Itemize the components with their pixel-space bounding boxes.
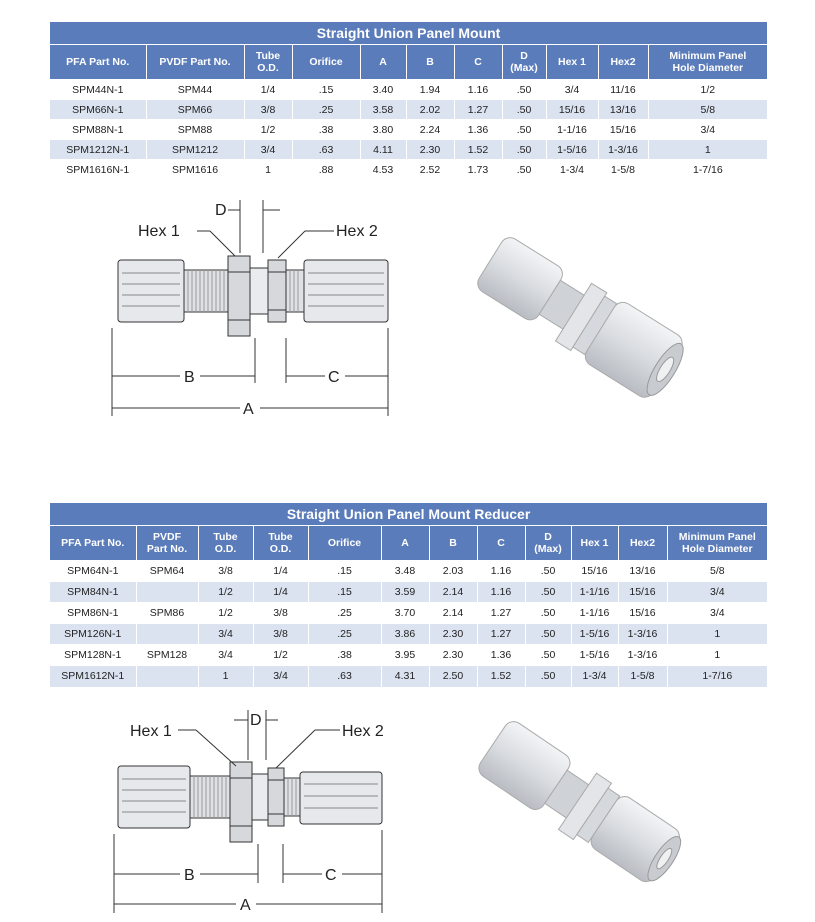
table-cell: .50 bbox=[502, 120, 546, 140]
table-cell: SPM86 bbox=[136, 603, 198, 624]
column-header: B bbox=[429, 526, 477, 561]
table-cell bbox=[136, 582, 198, 603]
table-cell: 3/4 bbox=[667, 603, 767, 624]
table-cell: SPM88 bbox=[146, 120, 244, 140]
table-cell: .50 bbox=[525, 561, 571, 582]
column-header: Hex2 bbox=[618, 526, 667, 561]
table-cell: 15/16 bbox=[546, 100, 598, 120]
column-header: Hex 1 bbox=[546, 45, 598, 80]
table-row bbox=[50, 120, 767, 140]
dimension-label-d: D bbox=[215, 202, 227, 219]
table-cell: 1.52 bbox=[477, 666, 525, 687]
table-cell: 3.70 bbox=[381, 603, 429, 624]
table-cell bbox=[136, 624, 198, 645]
table-cell: SPM1616 bbox=[146, 160, 244, 180]
table-row bbox=[50, 561, 767, 582]
table-cell: .38 bbox=[308, 645, 381, 666]
table-row bbox=[50, 140, 767, 160]
table-cell: 3/4 bbox=[198, 645, 253, 666]
table-row bbox=[50, 645, 767, 666]
table-cell: 1.94 bbox=[406, 80, 454, 100]
dimension-label-a: A bbox=[240, 897, 251, 914]
column-header: C bbox=[477, 526, 525, 561]
table-cell: 3.95 bbox=[381, 645, 429, 666]
table-cell: 1-5/8 bbox=[618, 666, 667, 687]
table-row bbox=[50, 100, 767, 120]
table-cell: 1/2 bbox=[253, 645, 308, 666]
table-cell: 1/4 bbox=[253, 582, 308, 603]
column-header: PVDF Part No. bbox=[146, 45, 244, 80]
table-body bbox=[50, 561, 767, 687]
table-cell: 13/16 bbox=[598, 100, 648, 120]
table-cell: 1 bbox=[667, 624, 767, 645]
table-cell: SPM126N-1 bbox=[50, 624, 136, 645]
table-cell: 3/8 bbox=[253, 624, 308, 645]
table-cell: 2.24 bbox=[406, 120, 454, 140]
spec-table-straight-union-reducer bbox=[50, 503, 767, 687]
table-cell: 1.27 bbox=[454, 100, 502, 120]
table-cell: 1.52 bbox=[454, 140, 502, 160]
table-cell: 1-1/16 bbox=[571, 582, 618, 603]
table-cell: .50 bbox=[502, 160, 546, 180]
table-cell: 3/4 bbox=[198, 624, 253, 645]
table-cell: 2.30 bbox=[429, 645, 477, 666]
table-cell: 2.30 bbox=[429, 624, 477, 645]
dimension-label-a: A bbox=[243, 401, 254, 418]
table-cell: 1-3/16 bbox=[598, 140, 648, 160]
table-cell: 3.80 bbox=[360, 120, 406, 140]
table-cell: 1-3/16 bbox=[618, 645, 667, 666]
table-cell: 1 bbox=[667, 645, 767, 666]
column-header: D (Max) bbox=[502, 45, 546, 80]
table-cell: SPM88N-1 bbox=[50, 120, 146, 140]
table-cell: .63 bbox=[308, 666, 381, 687]
table-cell: .50 bbox=[525, 666, 571, 687]
table-cell: SPM44 bbox=[146, 80, 244, 100]
table-cell: 1.36 bbox=[454, 120, 502, 140]
table-cell: SPM64 bbox=[136, 561, 198, 582]
table-row bbox=[50, 80, 767, 100]
table-cell: SPM66N-1 bbox=[50, 100, 146, 120]
hex2-label: Hex 2 bbox=[336, 223, 378, 240]
table-cell: SPM128 bbox=[136, 645, 198, 666]
table-row bbox=[50, 603, 767, 624]
hex1-label: Hex 1 bbox=[138, 223, 180, 240]
table-cell: 2.30 bbox=[406, 140, 454, 160]
table-cell: .25 bbox=[308, 603, 381, 624]
table-cell: 1-1/16 bbox=[571, 603, 618, 624]
table-cell: .50 bbox=[502, 140, 546, 160]
table-cell: 3.48 bbox=[381, 561, 429, 582]
table-cell: 13/16 bbox=[618, 561, 667, 582]
table-cell: 1-3/4 bbox=[571, 666, 618, 687]
column-header: Tube O.D. bbox=[244, 45, 292, 80]
table-title: Straight Union Panel Mount bbox=[50, 22, 767, 45]
column-header: PFA Part No. bbox=[50, 45, 146, 80]
table-cell: 2.14 bbox=[429, 603, 477, 624]
column-header: C bbox=[454, 45, 502, 80]
table-cell: 2.52 bbox=[406, 160, 454, 180]
table-cell: .25 bbox=[308, 624, 381, 645]
table-cell: SPM1212N-1 bbox=[50, 140, 146, 160]
table-cell: 4.31 bbox=[381, 666, 429, 687]
table-cell: .50 bbox=[525, 582, 571, 603]
table-cell: SPM66 bbox=[146, 100, 244, 120]
table-cell: 1-7/16 bbox=[648, 160, 767, 180]
table-cell: .50 bbox=[525, 603, 571, 624]
table-cell: 3/8 bbox=[198, 561, 253, 582]
table-cell: 1/2 bbox=[198, 582, 253, 603]
table-cell: 1/2 bbox=[198, 603, 253, 624]
column-header: Hex 1 bbox=[571, 526, 618, 561]
table-cell: 1/2 bbox=[648, 80, 767, 100]
table-cell: 1.36 bbox=[477, 645, 525, 666]
dimension-label-c: C bbox=[325, 867, 337, 884]
table-cell: .25 bbox=[292, 100, 360, 120]
product-photo-straight-union-reducer bbox=[465, 715, 695, 890]
table-cell: .15 bbox=[292, 80, 360, 100]
table-row bbox=[50, 582, 767, 603]
table-cell: 3.58 bbox=[360, 100, 406, 120]
column-header: A bbox=[360, 45, 406, 80]
table-cell: 5/8 bbox=[667, 561, 767, 582]
table-cell: .15 bbox=[308, 561, 381, 582]
column-header: Tube O.D. bbox=[198, 526, 253, 561]
table-cell: 1.73 bbox=[454, 160, 502, 180]
table-cell: SPM84N-1 bbox=[50, 582, 136, 603]
table-cell: 1.16 bbox=[477, 582, 525, 603]
table-cell: 5/8 bbox=[648, 100, 767, 120]
table-cell: 4.53 bbox=[360, 160, 406, 180]
table-cell: .63 bbox=[292, 140, 360, 160]
table-cell: .50 bbox=[502, 100, 546, 120]
table-cell: 1 bbox=[198, 666, 253, 687]
table-cell: 1.27 bbox=[477, 624, 525, 645]
table-cell: 15/16 bbox=[618, 582, 667, 603]
table-row bbox=[50, 624, 767, 645]
column-header: Hex2 bbox=[598, 45, 648, 80]
table-cell: 1/2 bbox=[244, 120, 292, 140]
hex1-label: Hex 1 bbox=[130, 723, 172, 740]
table-cell: 3.86 bbox=[381, 624, 429, 645]
table-cell: .38 bbox=[292, 120, 360, 140]
column-header: Tube O.D. bbox=[253, 526, 308, 561]
table-cell: SPM1212 bbox=[146, 140, 244, 160]
table-title: Straight Union Panel Mount Reducer bbox=[50, 503, 767, 526]
dimension-label-c: C bbox=[328, 369, 340, 386]
table-cell: SPM64N-1 bbox=[50, 561, 136, 582]
table-cell: 3/4 bbox=[667, 582, 767, 603]
table-cell bbox=[136, 666, 198, 687]
table-cell: 1-5/16 bbox=[546, 140, 598, 160]
table-cell: 1-7/16 bbox=[667, 666, 767, 687]
dimension-label-b: B bbox=[184, 369, 195, 386]
table-cell: 1-5/8 bbox=[598, 160, 648, 180]
product-photo-straight-union bbox=[465, 230, 695, 400]
table-cell: .15 bbox=[308, 582, 381, 603]
table-cell: 1/4 bbox=[244, 80, 292, 100]
table-cell: SPM1612N-1 bbox=[50, 666, 136, 687]
table-cell: 1-5/16 bbox=[571, 645, 618, 666]
table-cell: 1-1/16 bbox=[546, 120, 598, 140]
column-header: Orifice bbox=[308, 526, 381, 561]
column-header: Minimum Panel Hole Diameter bbox=[667, 526, 767, 561]
table-cell: 1.16 bbox=[477, 561, 525, 582]
table-cell: 1.16 bbox=[454, 80, 502, 100]
table-cell: SPM128N-1 bbox=[50, 645, 136, 666]
table-cell: .50 bbox=[525, 624, 571, 645]
table-cell: 3.40 bbox=[360, 80, 406, 100]
spec-table-straight-union bbox=[50, 22, 767, 180]
table-cell: 15/16 bbox=[598, 120, 648, 140]
table-cell: 3.59 bbox=[381, 582, 429, 603]
hex2-label: Hex 2 bbox=[342, 723, 384, 740]
table-cell: 2.14 bbox=[429, 582, 477, 603]
table-cell: 1.27 bbox=[477, 603, 525, 624]
table-row bbox=[50, 160, 767, 180]
table-cell: 1-3/16 bbox=[618, 624, 667, 645]
table-cell: .88 bbox=[292, 160, 360, 180]
table-cell: 15/16 bbox=[571, 561, 618, 582]
table-cell: 1 bbox=[648, 140, 767, 160]
table-body bbox=[50, 80, 767, 180]
table-cell: 1 bbox=[244, 160, 292, 180]
dimension-label-b: B bbox=[184, 867, 195, 884]
column-header: PVDF Part No. bbox=[136, 526, 198, 561]
table-cell: .50 bbox=[502, 80, 546, 100]
table-cell: 3/4 bbox=[546, 80, 598, 100]
table-cell: 4.11 bbox=[360, 140, 406, 160]
table-cell: 3/4 bbox=[648, 120, 767, 140]
table-cell: 3/8 bbox=[244, 100, 292, 120]
column-header: B bbox=[406, 45, 454, 80]
table-cell: SPM86N-1 bbox=[50, 603, 136, 624]
column-header: PFA Part No. bbox=[50, 526, 136, 561]
table-cell: 3/4 bbox=[253, 666, 308, 687]
table-cell: 15/16 bbox=[618, 603, 667, 624]
table-cell: SPM44N-1 bbox=[50, 80, 146, 100]
column-header: D (Max) bbox=[525, 526, 571, 561]
table-cell: 2.03 bbox=[429, 561, 477, 582]
column-header: Orifice bbox=[292, 45, 360, 80]
table-cell: 3/8 bbox=[253, 603, 308, 624]
dimension-label-d: D bbox=[250, 712, 262, 729]
table-cell: 1-3/4 bbox=[546, 160, 598, 180]
table-cell: 11/16 bbox=[598, 80, 648, 100]
table-cell: 2.50 bbox=[429, 666, 477, 687]
table-cell: .50 bbox=[525, 645, 571, 666]
table-cell: 2.02 bbox=[406, 100, 454, 120]
table-cell: 1/4 bbox=[253, 561, 308, 582]
dimension-diagram-straight-union-reducer bbox=[100, 708, 400, 918]
dimension-diagram-straight-union bbox=[100, 198, 400, 420]
table-cell: 1-5/16 bbox=[571, 624, 618, 645]
column-header: A bbox=[381, 526, 429, 561]
table-cell: SPM1616N-1 bbox=[50, 160, 146, 180]
column-header: Minimum Panel Hole Diameter bbox=[648, 45, 767, 80]
table-cell: 3/4 bbox=[244, 140, 292, 160]
table-row bbox=[50, 666, 767, 687]
